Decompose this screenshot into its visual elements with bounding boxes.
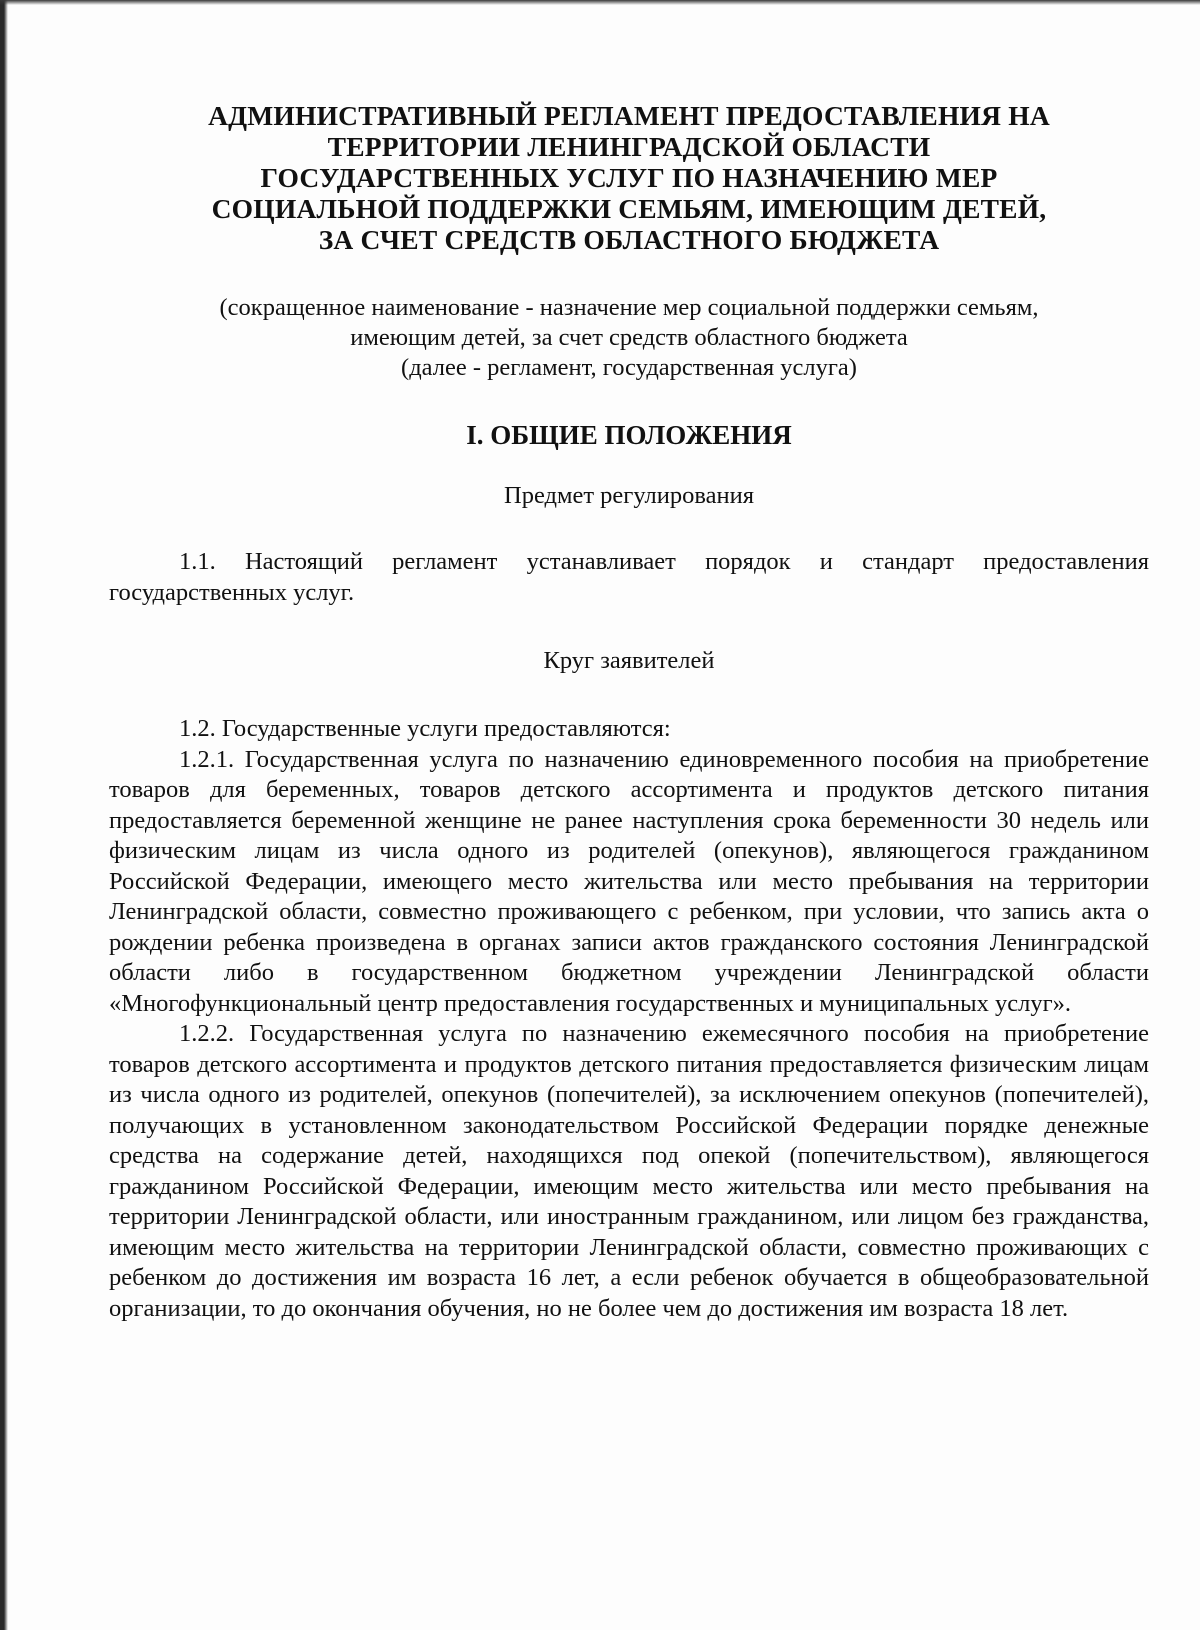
title-line: ЗА СЧЕТ СРЕДСТВ ОБЛАСТНОГО БЮДЖЕТА bbox=[318, 224, 940, 255]
subtitle-line: (сокращенное наименование - назначение мер социальной поддержки семьям, bbox=[219, 294, 1039, 321]
subtitle-line: имеющим детей, за счет средств областного бюджета bbox=[350, 324, 908, 351]
scan-edge-top bbox=[0, 0, 1200, 5]
document-content bbox=[109, 100, 1149, 1324]
subheading-subject: Предмет регулирования bbox=[504, 482, 754, 509]
document-subtitle bbox=[109, 293, 1149, 383]
title-line: ГОСУДАРСТВЕННЫХ УСЛУГ ПО НАЗНАЧЕНИЮ МЕР bbox=[260, 162, 998, 193]
subheading-applicants: Круг заявителей bbox=[543, 647, 715, 674]
title-line: СОЦИАЛЬНОЙ ПОДДЕРЖКИ СЕМЬЯМ, ИМЕЮЩИМ ДЕТЕЙ, bbox=[211, 193, 1047, 224]
subtitle-line: (далее - регламент, государственная услуга) bbox=[401, 354, 857, 381]
paragraph-1-2-2: 1.2.2. Государственная услуга по назначению ежемесячного пособия на приобретение товаров детского ассортимента и продуктов детского питания предоставляется физическим лицам из числа одного из родителей, опекунов (попечителей), за исключением опекунов (попечителей), получающих в установленном законодательством Российской Федерации порядке денежные средства на содержание детей, находящихся под опекой (попечительством), являющегося гражданином Российской Федерации, имеющим место жительства или место пребывания на территории Ленинградской области, или иностранным гражданином, или лицом без гражданства, имеющим место жительства на территории Ленинградской области, совместно проживающих с ребенком до достижения им возраста 16 лет, а если ребенок обучается в общеобразовательной организации, то до окончания обучения, но не более чем до достижения им возраста 18 лет. bbox=[109, 1020, 1149, 1322]
section-heading: I. ОБЩИЕ ПОЛОЖЕНИЯ bbox=[466, 420, 792, 450]
paragraph-1-2-1: 1.2.1. Государственная услуга по назначению единовременного пособия на приобретение товаров для беременных, товаров детского ассортимента и продуктов детского питания предоставляется беременной женщине не ранее наступления срока беременности 30 недель или физическим лицам из числа одного из родителей (опекунов), являющегося гражданином Российской Федерации, имеющего место жительства или место пребывания на территории Ленинградской области, совместно проживающего с ребенком, при условии, что запись акта о рождении ребенка произведена в органах записи актов гражданского состояния Ленинградской области либо в государственном бюджетном учреждении Ленинградской области «Многофункциональный центр предоставления государственных и муниципальных услуг». bbox=[109, 745, 1149, 1017]
title-line: АДМИНИСТРАТИВНЫЙ РЕГЛАМЕНТ ПРЕДОСТАВЛЕНИЯ НА bbox=[208, 100, 1050, 131]
paragraph-1-2: 1.2. Государственные услуги предоставляются: bbox=[179, 715, 671, 742]
title-line: ТЕРРИТОРИИ ЛЕНИНГРАДСКОЙ ОБЛАСТИ bbox=[327, 131, 931, 162]
document-title bbox=[109, 100, 1149, 255]
paragraph-1-1: 1.1. Настоящий регламент устанавливает порядок и стандарт предоставления государственных услуг. bbox=[109, 548, 1149, 606]
scan-edge-left bbox=[0, 0, 8, 1630]
